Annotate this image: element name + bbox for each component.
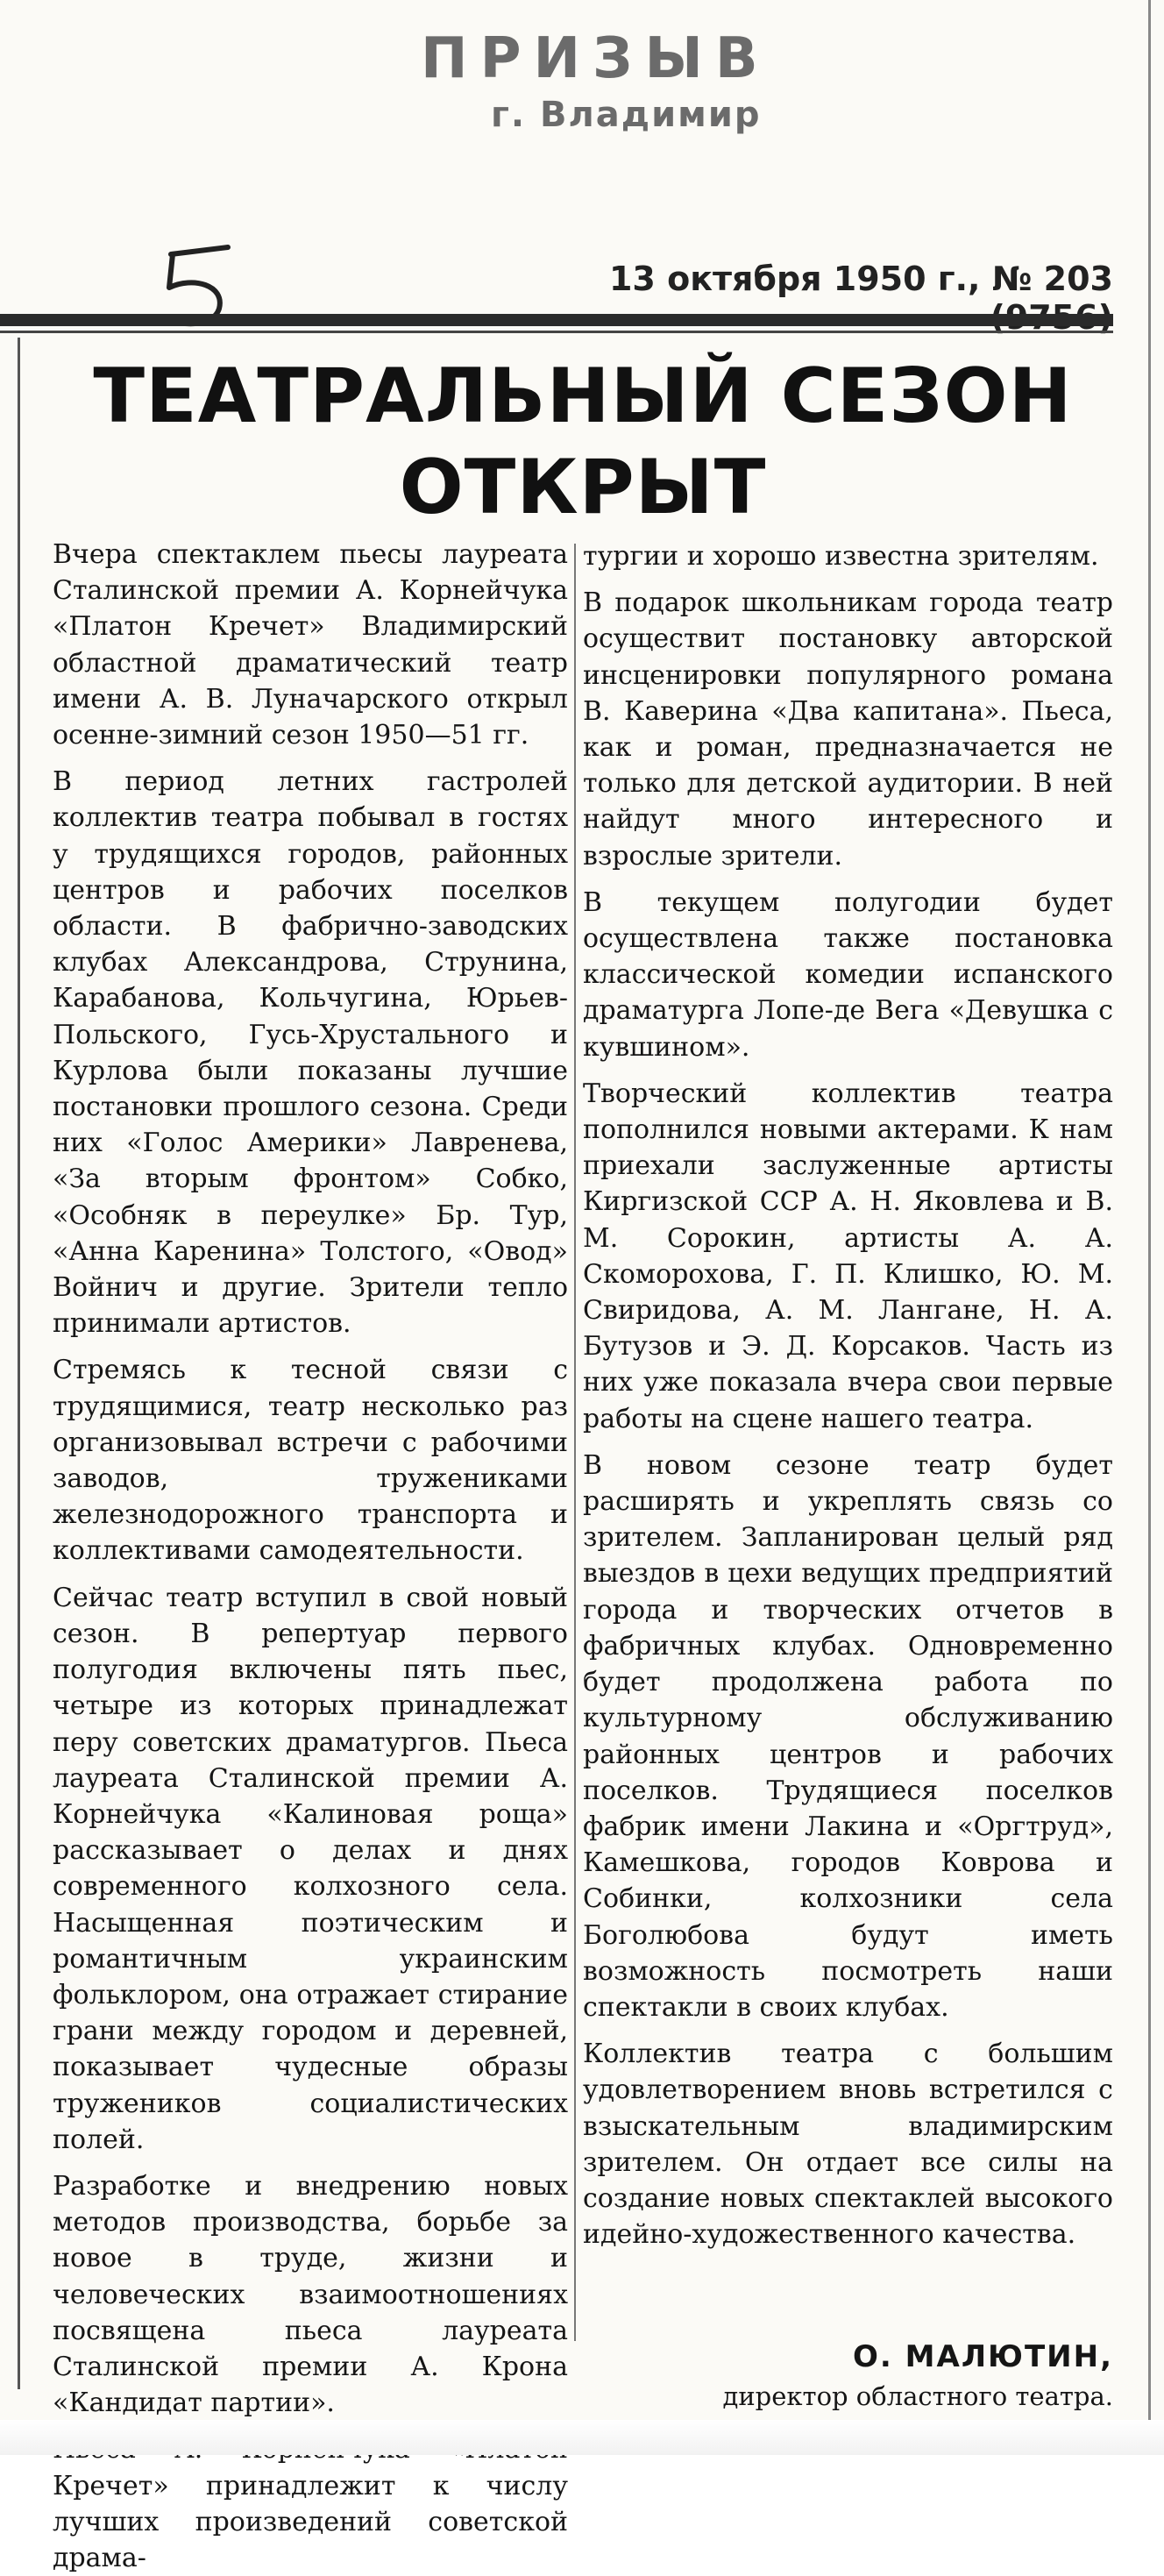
paragraph: Вчера спектаклем пьесы лауреата Сталинской премии А. Корнейчука «Платон Кречет» Владимирский областной драматический театр имени А. В. Луначарского открыл осенне-зимний сезон 1950—51 гг. <box>53 539 568 751</box>
paragraph: Кречет» принадлежит к числу лучших произведений советской драма- <box>53 2470 568 2573</box>
article-right-column <box>583 538 1113 2252</box>
paragraph: Разработке и внедрению новых методов производства, борьбе за новое в труде, жизни и человеческих взаимоотношениях посвящена пьеса лауреата Сталинской премии А. Крона «Кандидат партии». <box>53 2170 568 2419</box>
paragraph: Творческий коллектив театра пополнился новыми актерами. К нам приехали заслуженные артисты Киргизской ССР А. Н. Яковлева и В. М. Сорокин, артисты А. А. Скоморохова, Г. П. Клишко, Ю. М. Свиридова, А. М. Лангане, Н. А. Бутузов и Э. Д. Корсаков. Часть из них уже показала вчера свои первые работы на сцене нашего театра. <box>583 1078 1113 1434</box>
paragraph: Стремясь к тесной связи с трудящимися, театр несколько раз организовывал встречи с рабочими заводов, тружениками железнодорожного транспорта и коллективами самодеятельности. <box>53 1355 568 1567</box>
issue-dateline: 13 октября 1950 г., № 203 <box>608 260 1113 298</box>
headline-line-1: ТЕАТРАЛЬНЫЙ СЕЗОН <box>93 352 1073 440</box>
article-headline <box>53 351 1113 533</box>
paragraph: В период летних гастролей коллектив театра побывал в гостях у трудящихся городов, районных центров и рабочих поселков области. В фабрично-заводских клубах Александрова, Струнина, Карабанова, Кольчугина, Юрьев-Польского, Гусь-Хрустального и Курлова были показаны лучшие постановки прошлого сезона. Среди них «Голос Америки» Лавренева, «За вторым фронтом» Собко, «Особняк в переулке» Бр. Тур, «Анна Каренина» Толстого, «Овод» Войнич и другие. Зрители тепло принимали артистов. <box>53 766 568 1340</box>
masthead-rule-thin <box>0 331 1113 333</box>
paragraph-continuation: тургии и хорошо известна зрителям. <box>583 541 1099 572</box>
clipping-right-edge <box>1148 0 1151 2420</box>
author-role: директор областного театра. <box>722 2381 1113 2411</box>
article-left-column <box>53 537 568 2576</box>
paragraph: В текущем полугодии будет осуществлена также постановка классической комедии испанского драматурга Лопе-де Вега «Девушка с кувшином». <box>583 886 1113 1063</box>
paragraph: Сейчас театр вступил в свой новый сезон. В репертуар первого полугодия включены пять пьес, четыре из которых принадлежат перу советских драматургов. Пьеса лауреата Сталинской премии А. Корнейчука «Калиновая роща» рассказывает о делах и днях современного колхозного села. Насыщенная поэтическим и романтичным украинским фольклором, она отражает стирание грани между городом и деревней, показывает чудесные образы тружеников социалистических полей. <box>53 1582 568 2155</box>
newspaper-name-stamp: ПРИЗЫВ <box>421 26 770 91</box>
paragraph: Коллектив театра с большим удовлетворением вновь встретился с взыскательным владимирским зрителем. Он отдает все силы на создание новых спектаклей высокого идейно-художественного качества. <box>583 2039 1113 2251</box>
paragraph: В подарок школьникам города театр осуществит постановку авторской инсценировки популярного романа В. Каверина «Два капитана». Пьеса, как и роман, предназначается не только для детской аудитории. В ней найдут много интересного и взрослые зрители. <box>583 587 1113 872</box>
paragraph: В новом сезоне театр будет расширять и укреплять связь со зрителем. Запланирован целый ряд выездов в цехи ведущих предприятий города и творческих отчетов в фабричных клубах. Одновременно будет продолжена работа по культурному обслуживанию районных центров и рабочих поселков. Трудящиеся поселков фабрик имени Лакина и «Оргтруд», Камешкова, городов Коврова и Собинки, колхозники села Боголюбова будут иметь возможность посмотреть наши спектакли в своих клубах. <box>583 1449 1113 2023</box>
city-stamp: г. Владимир <box>491 95 762 135</box>
headline-line-2: ОТКРЫТ <box>399 444 767 531</box>
masthead-rule <box>0 314 1113 326</box>
column-divider <box>574 544 576 2341</box>
author-signature: О. МАЛЮТИН, <box>853 2339 1113 2374</box>
page-bottom-edge <box>0 2420 1164 2455</box>
clipping-left-border <box>18 338 20 2389</box>
